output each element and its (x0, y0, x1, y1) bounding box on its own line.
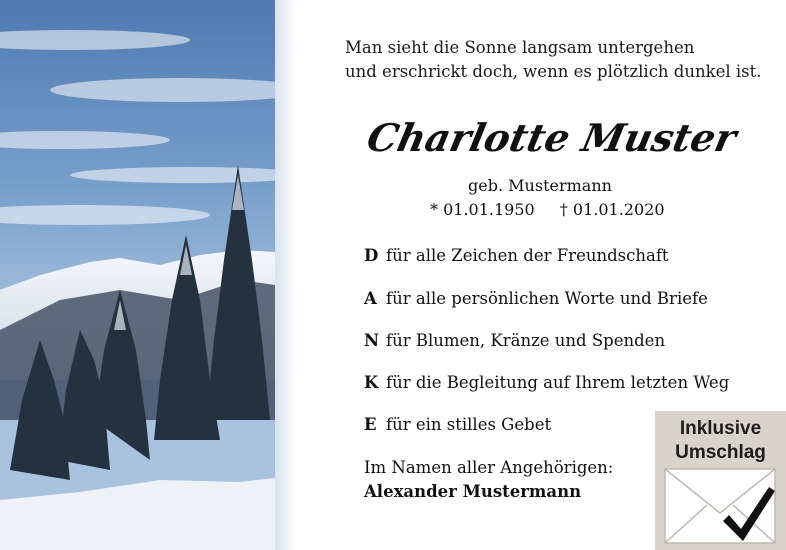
quote (345, 36, 765, 84)
thanks-item (364, 330, 784, 352)
deceased-name (363, 108, 740, 168)
quote-line-1: Man sieht die Sonne langsam untergehen (345, 38, 695, 57)
badge-line-1: Inklusive (679, 418, 762, 439)
thanks-letter: N (364, 331, 380, 350)
thanks-text: für alle persönlichen Worte und Briefe (386, 289, 708, 308)
thanks-letter: E (364, 415, 377, 434)
thanks-item (364, 245, 784, 267)
signer-name: Alexander Mustermann (364, 482, 582, 501)
badge-line-2: Umschlag (675, 442, 766, 463)
thanks-letter: K (364, 373, 379, 392)
deceased-name-text: Charlotte Muster (363, 116, 740, 161)
closing (364, 456, 613, 504)
envelope-check-icon (655, 463, 786, 550)
photo-edge-fade (275, 0, 297, 550)
birth-name: geb. Mustermann (468, 176, 612, 195)
quote-line-2: und erschrickt doch, wenn es plötzlich dunkel ist. (345, 62, 762, 81)
death-date: † 01.01.2020 (559, 200, 665, 219)
thanks-letter: A (364, 289, 377, 308)
birth-date: * 01.01.1950 (430, 200, 535, 219)
thanks-text: für ein stilles Gebet (386, 415, 552, 434)
envelope-badge (655, 411, 786, 550)
thanks-text: für Blumen, Kränze und Spenden (386, 331, 666, 350)
life-dates (420, 198, 665, 222)
thanks-letter: D (364, 246, 379, 265)
closing-line: Im Namen aller Angehörigen: (364, 458, 614, 477)
thanks-text: für alle Zeichen der Freundschaft (386, 246, 669, 265)
landscape-photo (0, 0, 275, 550)
thanks-item (364, 372, 784, 394)
thanks-text: für die Begleitung auf Ihrem letzten Weg (386, 373, 730, 392)
badge-label (655, 417, 786, 465)
thanks-item (364, 288, 784, 310)
